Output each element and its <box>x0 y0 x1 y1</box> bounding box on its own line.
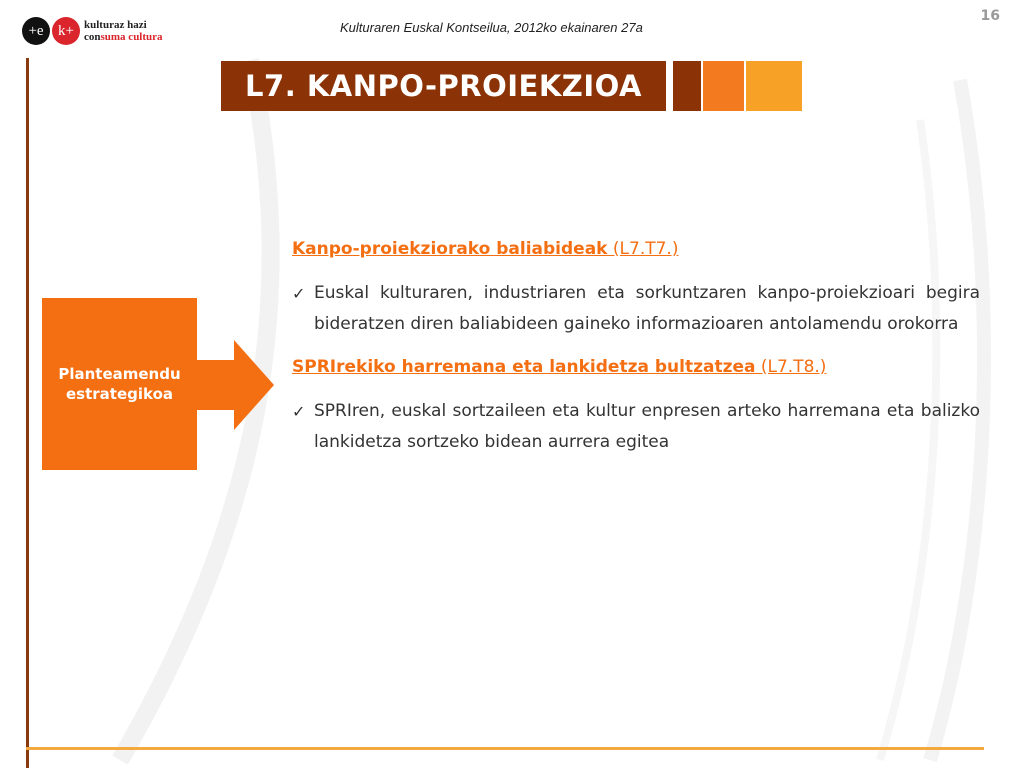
bullet-text-1: Euskal kulturaren, industriaren eta sorkuntzaren kanpo-proiekzioari begira bideratzen diren baliabideen gaineko informazioaren antolamendu orokorra <box>314 283 980 334</box>
left-vertical-rule <box>26 58 29 768</box>
bullet-item-2 <box>292 396 980 458</box>
section-heading-2-code: (L7.T8.) <box>755 357 827 377</box>
logo-line-2 <box>84 31 163 43</box>
title-accent-square-light <box>746 61 802 111</box>
section-heading-1-title: Kanpo-proiekziorako baliabideak <box>292 239 608 259</box>
section-heading-1 <box>292 236 980 262</box>
logo <box>22 14 163 48</box>
bullet-text-2: SPRIren, euskal sortzaileen eta kultur enpresen arteko harremana eta balizko lankidetza sortzeko bidean aurrera egitea <box>314 401 980 452</box>
section-heading-2 <box>292 354 980 380</box>
logo-mark-k-plus: k+ <box>52 17 80 45</box>
page-title: L7. KANPO-PROIEKZIOA <box>245 69 642 103</box>
strategic-approach-label: Planteamendu estrategikoa <box>58 365 181 403</box>
bottom-horizontal-rule <box>26 747 984 750</box>
header-caption: Kulturaren Euskal Kontseilua, 2012ko ekainaren 27a <box>340 20 643 35</box>
logo-line-2-red: suma cultura <box>100 31 163 43</box>
page-number: 16 <box>980 8 1000 24</box>
section-heading-1-code: (L7.T7.) <box>607 239 679 259</box>
section-heading-2-title: SPRIrekiko harremana eta lankidetza bultzatzea <box>292 357 756 377</box>
title-band <box>221 61 666 111</box>
checkmark-icon: ✓ <box>292 284 306 303</box>
title-accent-square-dark <box>673 61 701 111</box>
strategic-approach-box <box>42 298 197 470</box>
checkmark-icon: ✓ <box>292 402 306 421</box>
title-accent-square-orange <box>703 61 744 111</box>
logo-mark-plus-e: +e <box>22 17 50 45</box>
logo-line-1: kulturaz hazi <box>84 19 147 31</box>
logo-wordmark <box>84 19 163 43</box>
right-arrow-icon <box>196 340 276 430</box>
bullet-item-1 <box>292 278 980 340</box>
content-area <box>292 236 980 472</box>
logo-line-2-black: con <box>84 31 101 43</box>
